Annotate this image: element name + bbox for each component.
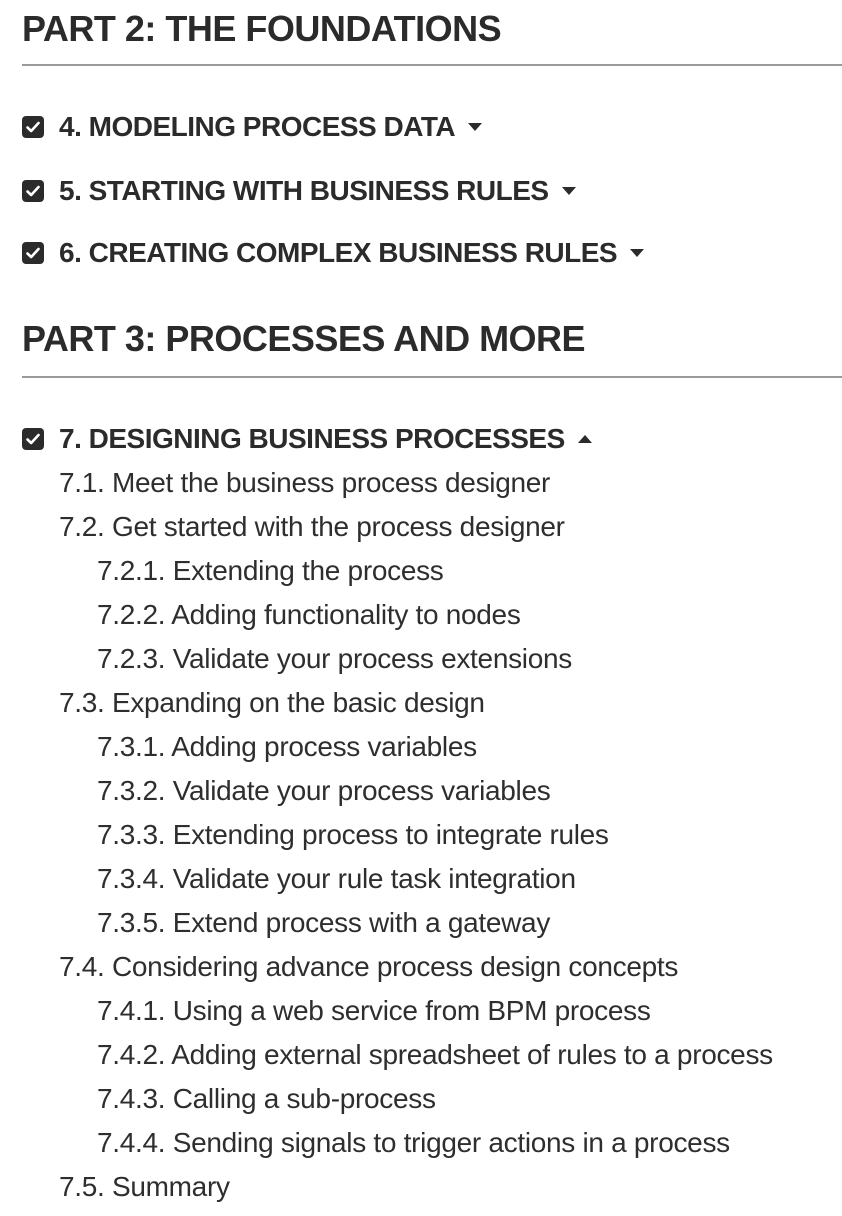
- toc-item-7-3-2[interactable]: 7.3.2. Validate your process variables: [97, 775, 551, 806]
- toc-item-7-2-2[interactable]: 7.2.2. Adding functionality to nodes: [97, 599, 521, 630]
- part-2-title: PART 2: THE FOUNDATIONS: [22, 8, 502, 49]
- chapter-4[interactable]: [22, 112, 483, 142]
- part-3-title: PART 3: PROCESSES AND MORE: [22, 318, 586, 359]
- toc-item-7-4[interactable]: 7.4. Considering advance process design concepts: [59, 951, 679, 982]
- caret-up-icon[interactable]: [577, 434, 593, 444]
- chapter-7[interactable]: [22, 424, 593, 454]
- caret-down-icon[interactable]: [629, 248, 645, 258]
- chapter-6-label[interactable]: 6. CREATING COMPLEX BUSINESS RULES: [59, 237, 618, 268]
- checkbox-checked-icon[interactable]: [22, 180, 44, 202]
- caret-down-icon[interactable]: [561, 186, 577, 196]
- toc-item-7-3-3[interactable]: 7.3.3. Extending process to integrate rules: [97, 819, 609, 850]
- toc-item-7-3[interactable]: 7.3. Expanding on the basic design: [59, 687, 485, 718]
- toc-item-7-4-2[interactable]: 7.4.2. Adding external spreadsheet of rules to a process: [97, 1039, 773, 1070]
- toc-item-7-4-4[interactable]: 7.4.4. Sending signals to trigger actions in a process: [97, 1127, 730, 1158]
- toc-item-7-4-3[interactable]: 7.4.3. Calling a sub-process: [97, 1083, 436, 1114]
- toc-item-7-2-1[interactable]: 7.2.1. Extending the process: [97, 555, 444, 586]
- toc-item-7-1[interactable]: 7.1. Meet the business process designer: [59, 467, 551, 498]
- checkbox-checked-icon[interactable]: [22, 428, 44, 450]
- toc-item-7-2-3[interactable]: 7.2.3. Validate your process extensions: [97, 643, 572, 674]
- toc-item-7-2[interactable]: 7.2. Get started with the process designer: [59, 511, 565, 542]
- toc-item-7-3-1[interactable]: 7.3.1. Adding process variables: [97, 731, 477, 762]
- chapter-7-label[interactable]: 7. DESIGNING BUSINESS PROCESSES: [59, 423, 565, 454]
- checkbox-checked-icon[interactable]: [22, 116, 44, 138]
- part-2-divider: [22, 64, 842, 66]
- checkbox-checked-icon[interactable]: [22, 242, 44, 264]
- toc-item-7-3-5[interactable]: 7.3.5. Extend process with a gateway: [97, 907, 551, 938]
- chapter-5[interactable]: [22, 176, 577, 206]
- chapter-6[interactable]: [22, 238, 645, 268]
- chapter-5-label[interactable]: 5. STARTING WITH BUSINESS RULES: [59, 175, 549, 206]
- toc-item-7-4-1[interactable]: 7.4.1. Using a web service from BPM process: [97, 995, 651, 1026]
- part-3-divider: [22, 376, 842, 378]
- caret-down-icon[interactable]: [467, 122, 483, 132]
- toc-item-7-5[interactable]: 7.5. Summary: [59, 1171, 230, 1202]
- toc-item-7-3-4[interactable]: 7.3.4. Validate your rule task integration: [97, 863, 576, 894]
- chapter-4-label[interactable]: 4. MODELING PROCESS DATA: [59, 111, 456, 142]
